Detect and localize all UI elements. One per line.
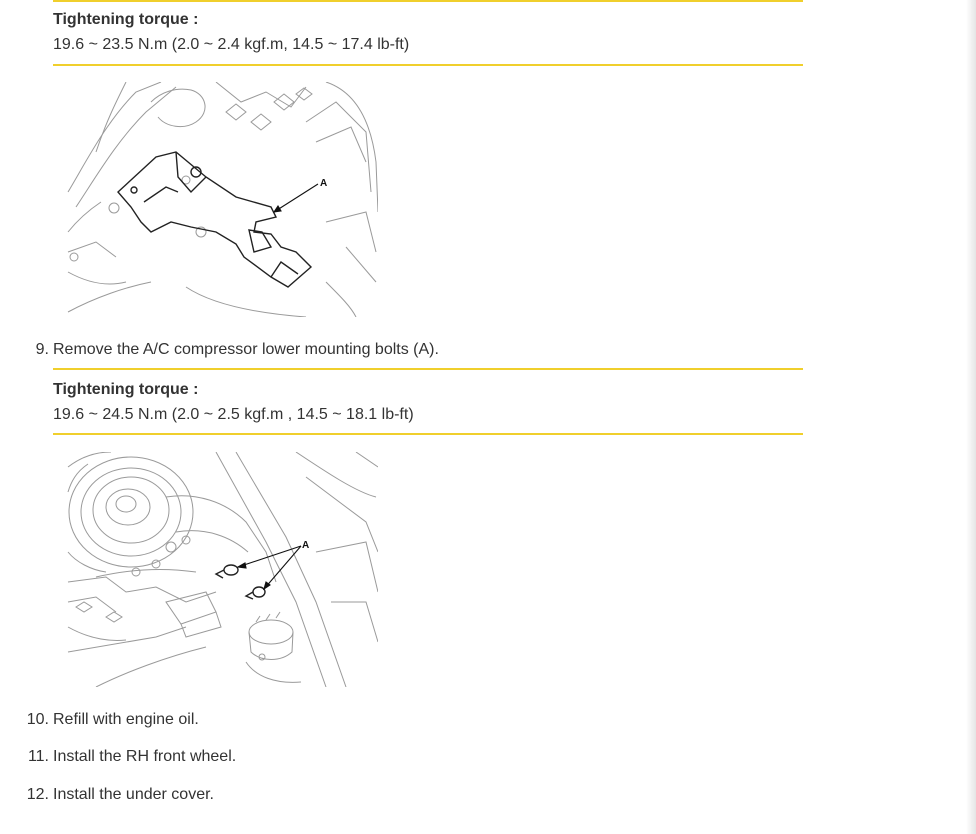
figure-callout-label: A [320, 178, 328, 189]
figure-callout-label: A [302, 540, 310, 551]
note-bottom-rule [53, 64, 803, 66]
step-number: 12. [26, 786, 49, 803]
step-text: Refill with engine oil. [53, 711, 199, 728]
step-text: Remove the A/C compressor lower mounting bolts (A). [53, 341, 439, 358]
step-number: 10. [26, 711, 49, 728]
note-title: Tightening torque : [53, 381, 199, 398]
step-number: 9. [35, 341, 49, 358]
note-bottom-rule [53, 433, 803, 435]
step-text: Install the RH front wheel. [53, 748, 237, 765]
note-torque-value: 19.6 ~ 24.5 N.m (2.0 ~ 2.5 kgf.m , 14.5 ~ 18.1 lb-ft) [53, 406, 414, 423]
figure-compressor-diagram [66, 452, 378, 687]
note-top-rule [53, 368, 803, 370]
step-number: 11. [27, 748, 49, 765]
note-title: Tightening torque : [53, 11, 199, 28]
page-edge-shadow [966, 0, 976, 834]
step-text: Install the under cover. [53, 786, 214, 803]
note-torque-value: 19.6 ~ 23.5 N.m (2.0 ~ 2.4 kgf.m, 14.5 ~ 17.4 lb-ft) [53, 36, 410, 53]
figure-bracket-diagram [66, 82, 378, 317]
note-top-rule [53, 0, 803, 2]
